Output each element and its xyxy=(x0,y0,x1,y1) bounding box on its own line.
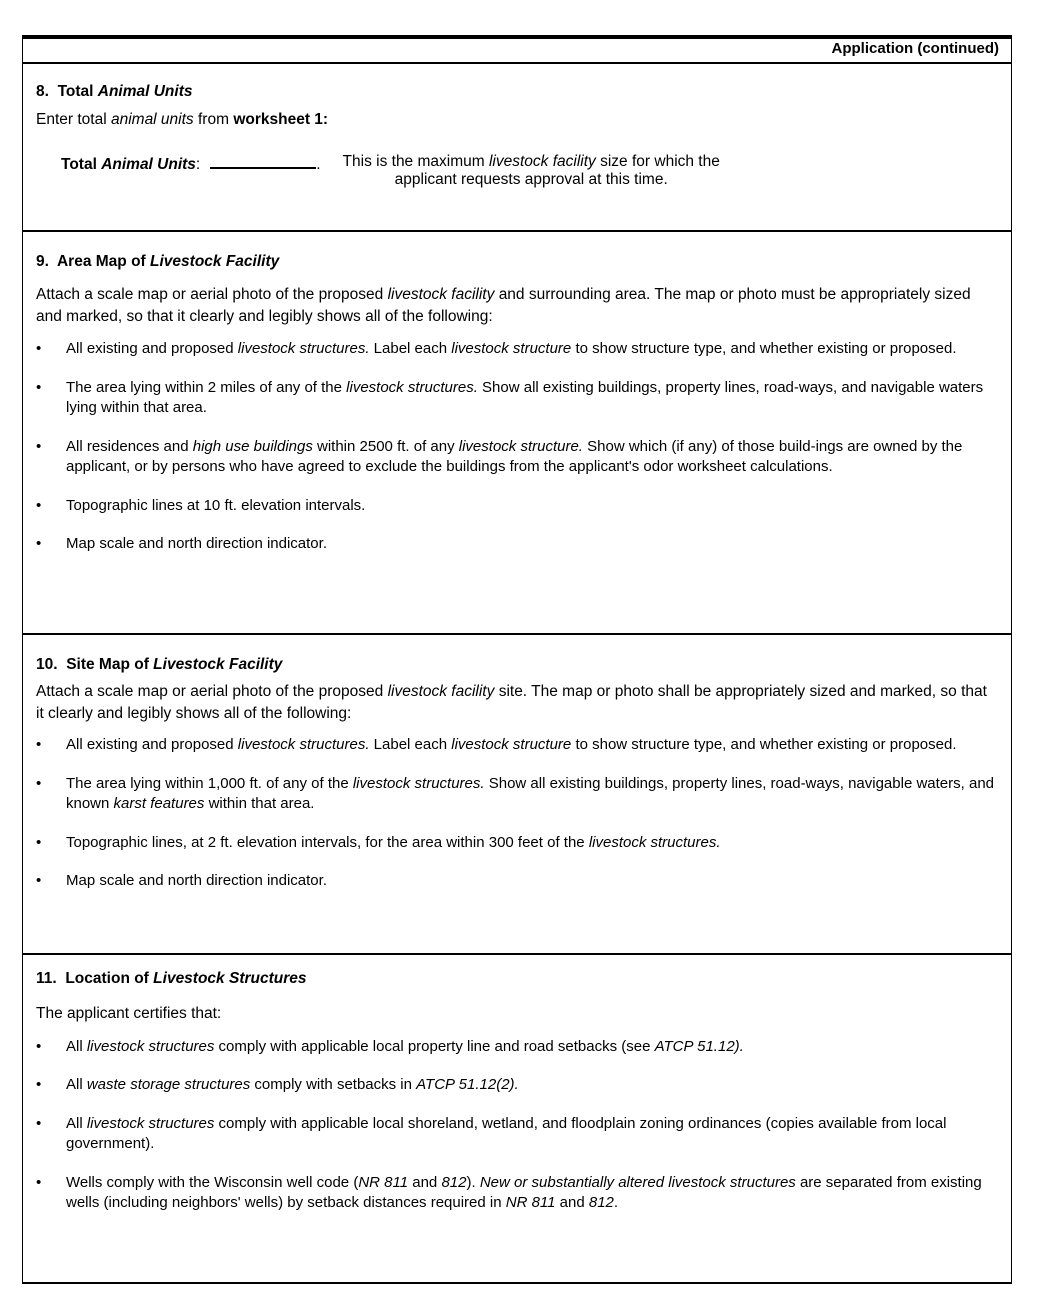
list-item: • Topographic lines at 10 ft. elevation intervals. xyxy=(36,496,366,514)
section-total-animal-units xyxy=(23,64,1011,232)
header-title: Application (continued) xyxy=(831,40,999,57)
list-item: • All residences and high use buildings within 2500 ft. of any livestock structure. Show which (if any) of those build-ings are owned by the applicant, or by persons who have agreed to exclude the buildings from the applicant's odor worksheet calculations. xyxy=(36,437,963,475)
total-animal-units-note: This is the maximum livestock facility size for which the applicant requests approval at this time. xyxy=(342,152,720,188)
section-site-map xyxy=(23,635,1011,955)
list-item: • All livestock structures comply with applicable local shoreland, wetland, and floodplain zoning ordinances (copies available from local government). xyxy=(36,1114,947,1152)
list-item: • Wells comply with the Wisconsin well code (NR 811 and 812). New or substantially altered livestock structures are separated from existing wells (including neighbors' wells) by setback distances required in NR 811 and 812. xyxy=(36,1173,982,1211)
list-item: • The area lying within 2 miles of any of the livestock structures. Show all existing buildings, property lines, road-ways, and navigable waters lying within that area. xyxy=(36,378,984,416)
section-10-intro: Attach a scale map or aerial photo of the proposed livestock facility site. The map or photo shall be appropriately sized and marked, so that it clearly and legibly shows all of the following: xyxy=(36,683,987,722)
section-10-title: 10. Site Map of Livestock Facility xyxy=(36,656,283,673)
section-location-of-structures xyxy=(23,955,1011,1282)
list-item: • All existing and proposed livestock structures. Label each livestock structure to show structure type, and whether existing or proposed. xyxy=(36,340,957,357)
section-9-requirements-list xyxy=(36,339,997,555)
section-area-map xyxy=(23,232,1011,635)
total-animal-units-label: Total Animal Units xyxy=(61,155,196,173)
section-11-title: 11. Location of Livestock Structures xyxy=(36,970,307,987)
list-item: • All existing and proposed livestock structures. Label each livestock structure to show structure type, and whether existing or proposed. xyxy=(36,736,957,753)
section-11-certifications-list xyxy=(36,1037,997,1214)
section-10-requirements-list xyxy=(36,735,997,892)
section-8-title: 8. Total Animal Units xyxy=(36,83,193,100)
list-item: • The area lying within 1,000 ft. of any of the livestock structures. Show all existing buildings, property lines, road-ways, navigable waters, and known karst features within that area. xyxy=(36,774,994,812)
list-item: • All livestock structures comply with applicable local property line and road setbacks (see ATCP 51.12). xyxy=(36,1037,744,1055)
total-animal-units-row: Total Animal Units: . This is the maximum livestock facility size for which the applicant requests approval at this time. xyxy=(61,152,720,188)
application-form-page xyxy=(22,35,1012,1284)
section-9-intro: Attach a scale map or aerial photo of the proposed livestock facility and surrounding area. The map or photo must be appropriately sized and marked, so that it clearly and legibly shows all of the following: xyxy=(36,286,971,325)
list-item: • Topographic lines, at 2 ft. elevation intervals, for the area within 300 feet of the livestock structures. xyxy=(36,833,721,851)
list-item: • All waste storage structures comply with setbacks in ATCP 51.12(2). xyxy=(36,1076,519,1093)
page-header xyxy=(23,39,1011,64)
list-item: • Map scale and north direction indicator. xyxy=(36,872,327,889)
list-item: • Map scale and north direction indicator. xyxy=(36,535,327,552)
section-9-title: 9. Area Map of Livestock Facility xyxy=(36,253,280,270)
total-animal-units-field[interactable] xyxy=(210,153,316,169)
section-11-intro: The applicant certifies that: xyxy=(36,1005,222,1022)
section-8-instruction: Enter total animal units from worksheet 1: xyxy=(36,111,329,128)
